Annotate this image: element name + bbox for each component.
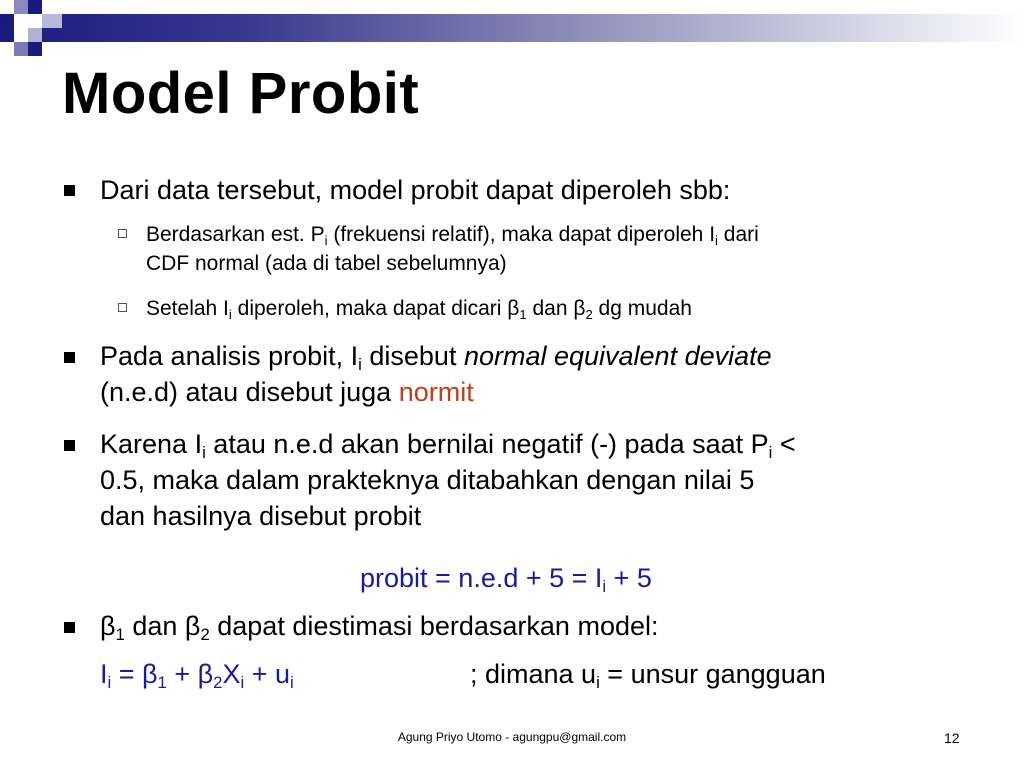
- probit-formula: probit = $n.e.d + 5 = I_i + 5$: [360, 563, 652, 597]
- slide-footer: Agung Priyo Utomo - agungpu@gmail.com: [397, 730, 627, 744]
- decor-square: [28, 28, 42, 42]
- model-equation: $I_i = \beta_1 + \beta_2X_i + u_i$: [100, 659, 294, 693]
- decor-square: [42, 14, 62, 28]
- bullet-hollow-square-icon: [118, 303, 127, 312]
- slide-title: Model Probit: [62, 61, 420, 126]
- sub-bullet-2-text: Setelah $I_i$ diperoleh, maka dapat dicari $\beta_1$ dan $\beta_2$ dg mudah: [146, 297, 692, 322]
- decor-square: [14, 42, 28, 56]
- bullet-square-icon: [64, 352, 75, 363]
- bullet-square-icon: [64, 440, 75, 451]
- decor-square: [28, 42, 42, 56]
- bullet-3-text: Karena $I_i$ atau n.e.d akan bernilai negatif (-) pada saat $P_i$ < 0.5, maka dalam prakteknya ditabahkan dengan nilai 5 dan hasilnya disebut probit: [100, 429, 796, 531]
- bullet-square-icon: [64, 185, 75, 196]
- bullet-1-text: Dari data tersebut, model probit dapat diperoleh sbb:: [100, 175, 731, 205]
- bullet-4-text: $\beta_1$ dan $\beta_2$ dapat diestimasi berdasarkan model:: [100, 611, 659, 645]
- model-equation-row: [100, 656, 980, 692]
- decor-square: [0, 14, 14, 28]
- header-gradient-bar: [0, 14, 1024, 42]
- decor-square: [14, 0, 28, 14]
- bullet-2-text: Pada analisis probit, $I_i$ disebut normal equivalent deviate (n.e.d) atau disebut juga normit: [100, 341, 772, 407]
- equation-note: ; dimana $u_i$ = unsur gangguan: [470, 659, 826, 693]
- bullet-hollow-square-icon: [118, 229, 127, 238]
- page-number: 12: [944, 730, 960, 746]
- bullet-square-icon: [64, 622, 75, 633]
- sub-bullet-1-text: Berdasarkan est. $P_i$ (frekuensi relatif), maka dapat diperoleh $I_i$ dari CDF normal (ada di tabel sebelumnya): [146, 223, 759, 275]
- decor-square: [28, 0, 42, 14]
